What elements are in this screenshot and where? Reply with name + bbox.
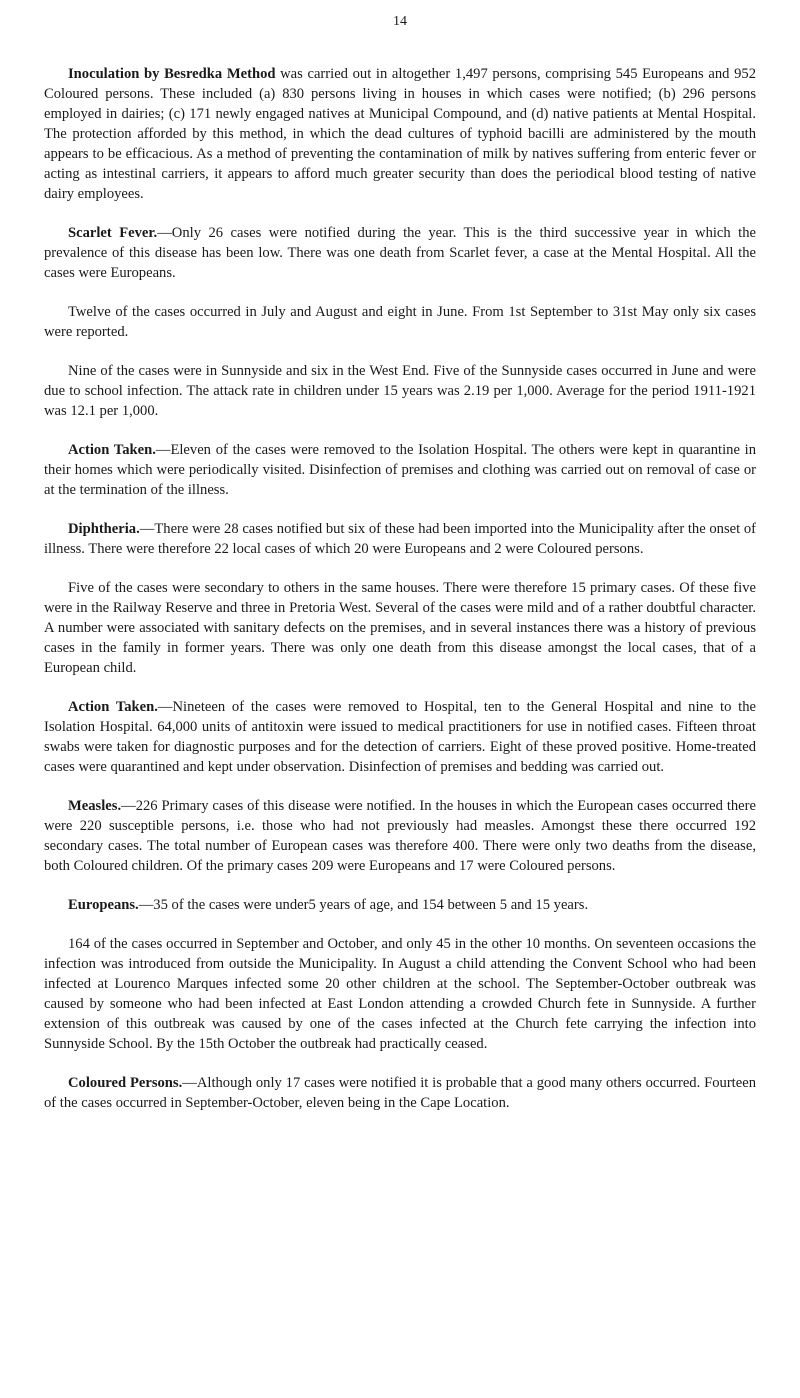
- text-coloured-persons: —Although only 17 cases were notified it is probable that a good many others occurred. Fourteen of the cases occurred in September-October, eleven being in the Cape Location.: [44, 1075, 756, 1111]
- text-diphtheria-primary: Five of the cases were secondary to others in the same houses. There were therefore 15 primary cases. Of these five were in the Railway Reserve and three in Pretoria West. Several of the cases were mild and of a rather doubtful character. A number were associated with sanitary defects on the premises, and in several instances there was a history of previous cases in the family in former years. There was only one death from this disease amongst the local cases, that of a European child.: [44, 580, 756, 676]
- text-scarlet-months: Twelve of the cases occurred in July and August and eight in June. From 1st September to 31st May only six cases were reported.: [44, 304, 756, 340]
- heading-coloured-persons: Coloured Persons.: [68, 1075, 183, 1091]
- heading-inoculation: Inoculation by Besredka Method: [68, 66, 276, 82]
- paragraph-scarlet-fever: [44, 223, 756, 283]
- heading-scarlet-action: Action Taken.: [68, 442, 156, 458]
- text-scarlet-fever: —Only 26 cases were notified during the year. This is the third successive year in which the prevalence of this disease has been low. There was one death from Scarlet fever, a case at the Mental Hospital. All the cases were Europeans.: [44, 225, 756, 281]
- paragraph-diphtheria: [44, 519, 756, 559]
- text-diphtheria: —There were 28 cases notified but six of these had been imported into the Municipality after the onset of illness. There were therefore 22 local cases of which 20 were Europeans and 2 were Coloured persons.: [44, 521, 756, 557]
- paragraph-measles: [44, 796, 756, 876]
- paragraph-diphtheria-action: [44, 697, 756, 777]
- heading-measles: Measles.: [68, 798, 122, 814]
- text-measles-outbreak: 164 of the cases occurred in September and October, and only 45 in the other 10 months. On seventeen occasions the infection was introduced from outside the Municipality. In August a child attending the Convent School who had been infected at Lourenco Marques infected some 20 other children at the school. The September-October outbreak was caused by someone who had been infected at East London attending a crowded Church fete in Sunnyside. A further extension of this outbreak was caused by one of the cases infected at the Church fete carrying the infection into Sunnyside School. By the 15th October the outbreak had practically ceased.: [44, 936, 756, 1052]
- text-europeans: —35 of the cases were under5 years of age, and 154 between 5 and 15 years.: [138, 897, 589, 913]
- paragraph-measles-outbreak: [44, 934, 756, 1054]
- text-inoculation: was carried out in altogether 1,497 persons, comprising 545 Europeans and 952 Coloured persons. These included (a) 830 persons living in houses in which cases were notified; (b) 296 persons employed in dairies; (c) 171 newly engaged natives at Municipal Compound, and (d) native patients at Mental Hospital. The protection afforded by this method, in which the dead cultures of typhoid bacilli are administered by the mouth appears to be efficacious. As a method of preventing the contamination of milk by natives suffering from enteric fever or acting as intestinal carriers, it appears to afford much greater security than does the periodical blood testing of native dairy employees.: [44, 66, 756, 202]
- paragraph-scarlet-action: [44, 440, 756, 500]
- document-body: [44, 64, 756, 1132]
- heading-europeans: Europeans.: [68, 897, 139, 913]
- paragraph-diphtheria-primary: [44, 578, 756, 678]
- paragraph-europeans: [44, 895, 756, 915]
- paragraph-scarlet-months: [44, 302, 756, 342]
- text-scarlet-action: —Eleven of the cases were removed to the Isolation Hospital. The others were kept in quarantine in their homes which were periodically visited. Disinfection of premises and clothing was carried out on removal of case or at the termination of the illness.: [44, 442, 756, 498]
- heading-scarlet-fever: Scarlet Fever.: [68, 225, 158, 241]
- paragraph-inoculation: [44, 64, 756, 204]
- paragraph-scarlet-locations: [44, 361, 756, 421]
- heading-diphtheria: Diphtheria.: [68, 521, 140, 537]
- text-measles: —226 Primary cases of this disease were notified. In the houses in which the European cases occurred there were 220 susceptible persons, i.e. those who had not previously had measles. Amongst these there occurred 192 secondary cases. The total number of European cases was therefore 400. There were only two deaths from the disease, both Coloured children. Of the primary cases 209 were Europeans and 17 were Coloured persons.: [44, 798, 756, 874]
- heading-diphtheria-action: Action Taken.: [68, 699, 158, 715]
- page-number: 14: [393, 14, 407, 29]
- text-scarlet-locations: Nine of the cases were in Sunnyside and six in the West End. Five of the Sunnyside cases occurred in June and were due to school infection. The attack rate in children under 15 years was 2.19 per 1,000. Average for the period 1911-1921 was 12.1 per 1,000.: [44, 363, 756, 419]
- text-diphtheria-action: —Nineteen of the cases were removed to Hospital, ten to the General Hospital and nine to the Isolation Hospital. 64,000 units of antitoxin were issued to medical practitioners for use in notified cases. Fifteen throat swabs were taken for diagnostic purposes and for the detection of carriers. Eight of these proved positive. Home-treated cases were quarantined and kept under observation. Disinfection of premises and bedding was carried out.: [44, 699, 756, 775]
- paragraph-coloured-persons: [44, 1073, 756, 1113]
